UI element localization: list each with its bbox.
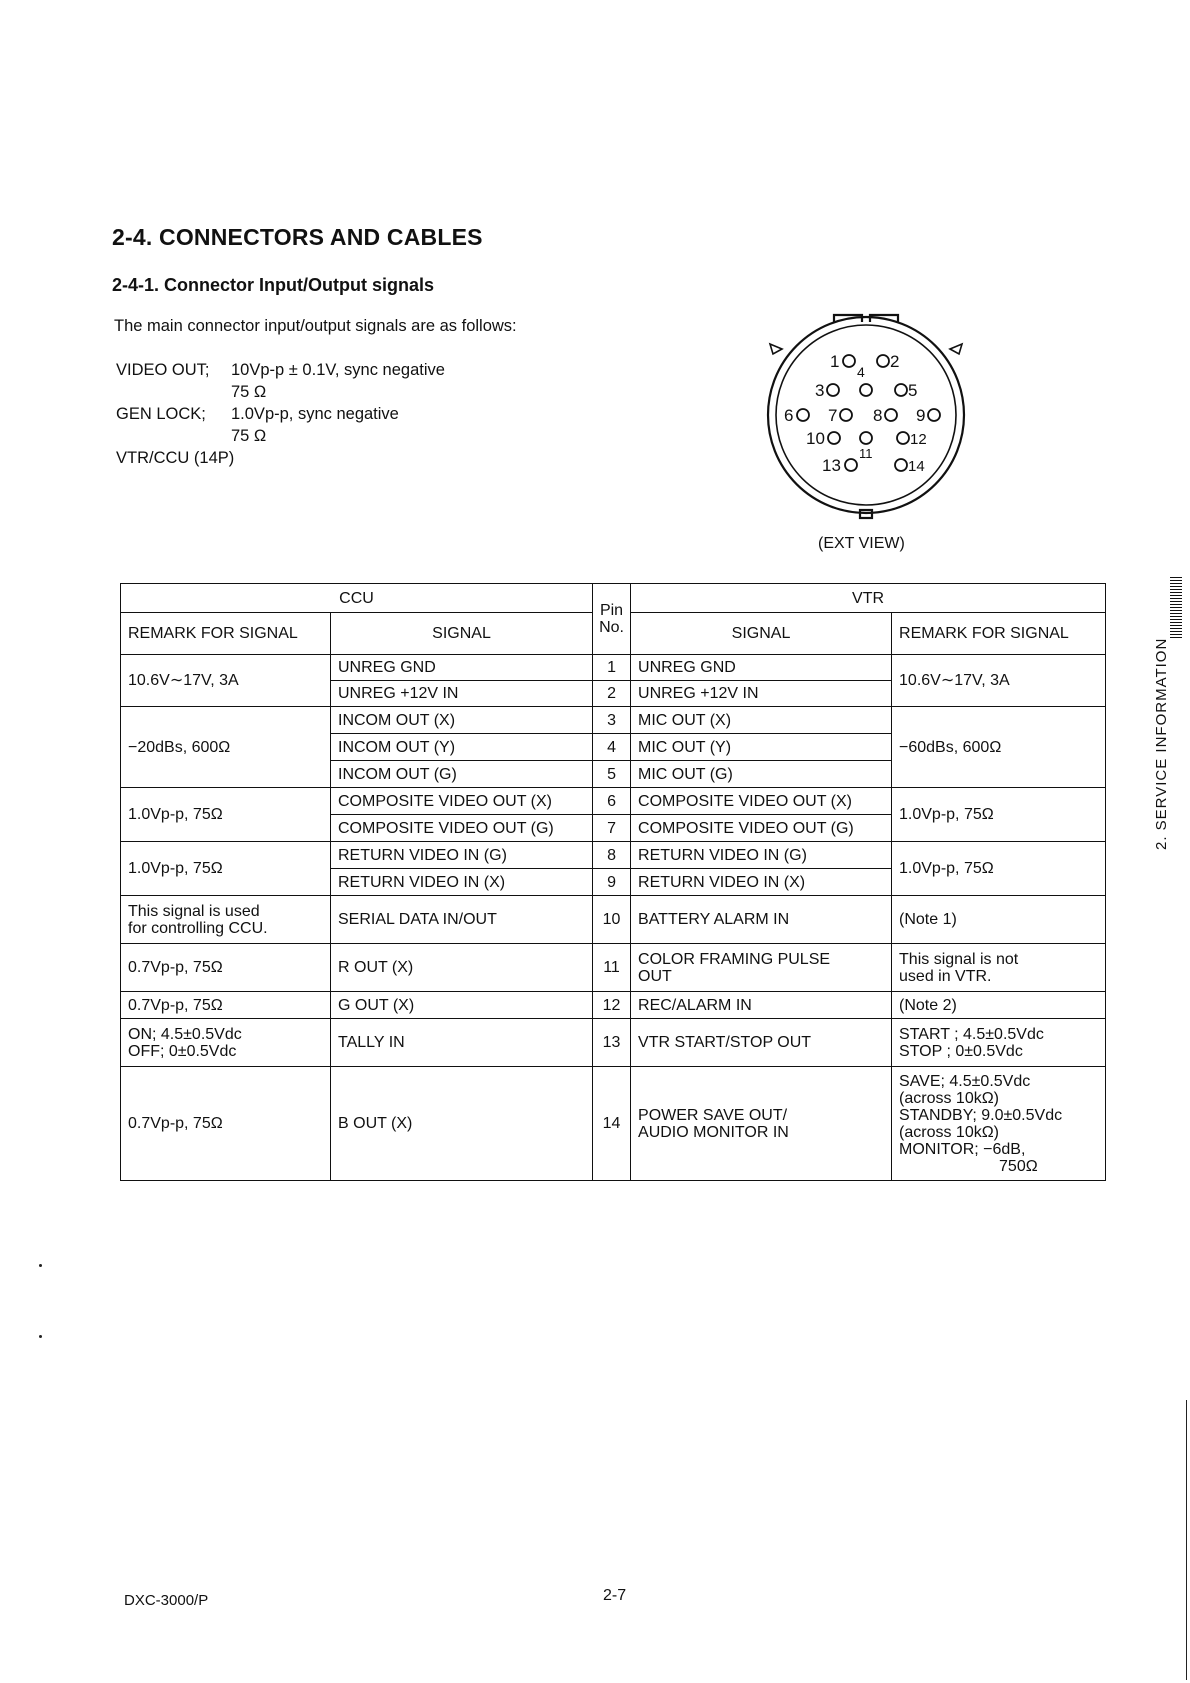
footer-model-number: DXC-3000/P bbox=[124, 1592, 209, 1609]
spec-label bbox=[116, 425, 231, 447]
subsection-title: 2-4-1. Connector Input/Output signals bbox=[112, 275, 435, 295]
spec-label bbox=[116, 381, 231, 403]
table-row bbox=[121, 992, 1106, 1019]
table-row bbox=[121, 1019, 1106, 1067]
spec-value: 1.0Vp-p, sync negative bbox=[231, 405, 399, 423]
pin-number: 1 bbox=[593, 655, 631, 681]
ccu-remark: 0.7Vp-p, 75Ω bbox=[121, 1067, 331, 1181]
pin-number: 3 bbox=[593, 707, 631, 734]
ccu-remark: ON; 4.5±0.5Vdc OFF; 0±0.5Vdc bbox=[121, 1019, 331, 1067]
vtr-signal: COMPOSITE VIDEO OUT (X) bbox=[631, 788, 892, 815]
signal-spec-list bbox=[116, 359, 445, 469]
vtr-remark: 10.6V∼17V, 3A bbox=[892, 655, 1106, 707]
spec-value: 10Vp-p ± 0.1V, sync negative bbox=[231, 361, 445, 379]
pin-5-label: 5 bbox=[908, 381, 918, 400]
pin-9-label: 9 bbox=[916, 406, 926, 425]
vtr-signal-header: SIGNAL bbox=[631, 613, 892, 655]
pin-number: 9 bbox=[593, 869, 631, 896]
vtr-signal: BATTERY ALARM IN bbox=[631, 896, 892, 944]
table-row bbox=[121, 655, 1106, 681]
ccu-remark: 0.7Vp-p, 75Ω bbox=[121, 992, 331, 1019]
pin-number: 8 bbox=[593, 842, 631, 869]
vtr-signal: COMPOSITE VIDEO OUT (G) bbox=[631, 815, 892, 842]
ccu-signal: R OUT (X) bbox=[331, 944, 593, 992]
vtr-remark: START ; 4.5±0.5Vdc STOP ; 0±0.5Vdc bbox=[892, 1019, 1106, 1067]
footer-page-number: 2-7 bbox=[603, 1587, 627, 1604]
pin-3-label: 3 bbox=[815, 381, 825, 400]
pin-number: 14 bbox=[593, 1067, 631, 1181]
pin-6-label: 6 bbox=[784, 406, 794, 425]
table-row bbox=[121, 788, 1106, 815]
pin-8-label: 8 bbox=[873, 406, 883, 425]
vtr-remark: This signal is not used in VTR. bbox=[892, 944, 1106, 992]
vtr-signal: REC/ALARM IN bbox=[631, 992, 892, 1019]
ccu-remark: −20dBs, 600Ω bbox=[121, 707, 331, 788]
table-group-header-row bbox=[121, 584, 1106, 613]
vtr-signal: UNREG GND bbox=[631, 655, 892, 681]
vtr-signal: UNREG +12V IN bbox=[631, 681, 892, 707]
pin-number: 4 bbox=[593, 734, 631, 761]
ccu-signal-header: SIGNAL bbox=[331, 613, 593, 655]
spec-row bbox=[116, 425, 445, 447]
connector-left-lug bbox=[770, 344, 782, 354]
spec-label: VTR/CCU (14P) bbox=[116, 449, 235, 467]
scan-speck bbox=[39, 1335, 42, 1338]
pin-14-label: 14 bbox=[908, 458, 925, 475]
ccu-remark: 0.7Vp-p, 75Ω bbox=[121, 944, 331, 992]
pin-7-label: 7 bbox=[828, 406, 838, 425]
vtr-remark-header: REMARK FOR SIGNAL bbox=[892, 613, 1106, 655]
scan-speck bbox=[39, 1264, 42, 1267]
connector-14p-diagram bbox=[760, 312, 980, 527]
pin-no-header: Pin No. bbox=[593, 584, 631, 655]
pin-10-label: 10 bbox=[806, 429, 825, 448]
ccu-signal: INCOM OUT (Y) bbox=[331, 734, 593, 761]
pin-4-label: 4 bbox=[857, 364, 865, 380]
ext-view-caption: (EXT VIEW) bbox=[818, 535, 905, 552]
ccu-signal: UNREG GND bbox=[331, 655, 593, 681]
ccu-signal: B OUT (X) bbox=[331, 1067, 593, 1181]
page-edge-line bbox=[1186, 1400, 1187, 1680]
spec-row bbox=[116, 403, 445, 425]
vtr-remark: (Note 2) bbox=[892, 992, 1106, 1019]
vtr-signal: RETURN VIDEO IN (X) bbox=[631, 869, 892, 896]
ccu-signal: INCOM OUT (X) bbox=[331, 707, 593, 734]
vtr-remark: SAVE; 4.5±0.5Vdc (across 10kΩ) STANDBY; 9.0±0.5Vdc (across 10kΩ) MONITOR; −6dB, 750Ω bbox=[892, 1067, 1106, 1181]
intro-text: The main connector input/output signals are as follows: bbox=[114, 317, 517, 335]
pin-number: 11 bbox=[593, 944, 631, 992]
table-row bbox=[121, 842, 1106, 869]
vtr-signal: MIC OUT (X) bbox=[631, 707, 892, 734]
ccu-signal: G OUT (X) bbox=[331, 992, 593, 1019]
spec-row bbox=[116, 381, 445, 403]
vtr-remark: −60dBs, 600Ω bbox=[892, 707, 1106, 788]
pin-1-label: 1 bbox=[830, 352, 840, 371]
spec-row bbox=[116, 359, 445, 381]
ccu-signal: RETURN VIDEO IN (X) bbox=[331, 869, 593, 896]
vtr-remark: 1.0Vp-p, 75Ω bbox=[892, 788, 1106, 842]
spec-value: 75 Ω bbox=[231, 427, 267, 445]
vtr-signal: POWER SAVE OUT/ AUDIO MONITOR IN bbox=[631, 1067, 892, 1181]
pin-number: 7 bbox=[593, 815, 631, 842]
ccu-signal: TALLY IN bbox=[331, 1019, 593, 1067]
ccu-remark: 1.0Vp-p, 75Ω bbox=[121, 842, 331, 896]
pin-number: 2 bbox=[593, 681, 631, 707]
pin-number: 5 bbox=[593, 761, 631, 788]
vtr-remark: 1.0Vp-p, 75Ω bbox=[892, 842, 1106, 896]
side-tab-marker bbox=[1170, 577, 1182, 639]
vtr-header: VTR bbox=[631, 584, 1106, 613]
pin-2-label: 2 bbox=[890, 352, 900, 371]
vtr-signal: COLOR FRAMING PULSE OUT bbox=[631, 944, 892, 992]
pin-number: 6 bbox=[593, 788, 631, 815]
connector-inner-ring bbox=[776, 325, 956, 505]
pin-number: 13 bbox=[593, 1019, 631, 1067]
spec-row bbox=[116, 447, 445, 469]
ccu-remark-header: REMARK FOR SIGNAL bbox=[121, 613, 331, 655]
ccu-remark: This signal is used for controlling CCU. bbox=[121, 896, 331, 944]
table-row bbox=[121, 944, 1106, 992]
spec-label: VIDEO OUT; bbox=[116, 361, 210, 379]
pin-number: 10 bbox=[593, 896, 631, 944]
pin-13-label: 13 bbox=[822, 456, 841, 475]
section-title: 2-4. CONNECTORS AND CABLES bbox=[112, 224, 483, 250]
pin-assignment-table bbox=[120, 583, 1106, 1181]
ccu-header: CCU bbox=[121, 584, 593, 613]
side-section-tab: 2. SERVICE INFORMATION bbox=[1153, 637, 1170, 850]
pin-11-label: 11 bbox=[859, 446, 873, 461]
connector-right-lug bbox=[950, 344, 962, 354]
spec-label: GEN LOCK; bbox=[116, 405, 206, 423]
ccu-remark: 1.0Vp-p, 75Ω bbox=[121, 788, 331, 842]
ccu-remark: 10.6V∼17V, 3A bbox=[121, 655, 331, 707]
vtr-signal: MIC OUT (Y) bbox=[631, 734, 892, 761]
table-row bbox=[121, 896, 1106, 944]
ccu-signal: UNREG +12V IN bbox=[331, 681, 593, 707]
connector-pin-labels bbox=[784, 352, 927, 475]
ccu-signal: COMPOSITE VIDEO OUT (X) bbox=[331, 788, 593, 815]
pin-12-label: 12 bbox=[910, 431, 927, 448]
ccu-signal: INCOM OUT (G) bbox=[331, 761, 593, 788]
pin-number: 12 bbox=[593, 992, 631, 1019]
ccu-signal: COMPOSITE VIDEO OUT (G) bbox=[331, 815, 593, 842]
vtr-signal: RETURN VIDEO IN (G) bbox=[631, 842, 892, 869]
ccu-signal: RETURN VIDEO IN (G) bbox=[331, 842, 593, 869]
ccu-signal: SERIAL DATA IN/OUT bbox=[331, 896, 593, 944]
vtr-signal: VTR START/STOP OUT bbox=[631, 1019, 892, 1067]
spec-value: 75 Ω bbox=[231, 383, 267, 401]
vtr-signal: MIC OUT (G) bbox=[631, 761, 892, 788]
vtr-remark: (Note 1) bbox=[892, 896, 1106, 944]
table-row bbox=[121, 1067, 1106, 1181]
table-row bbox=[121, 707, 1106, 734]
